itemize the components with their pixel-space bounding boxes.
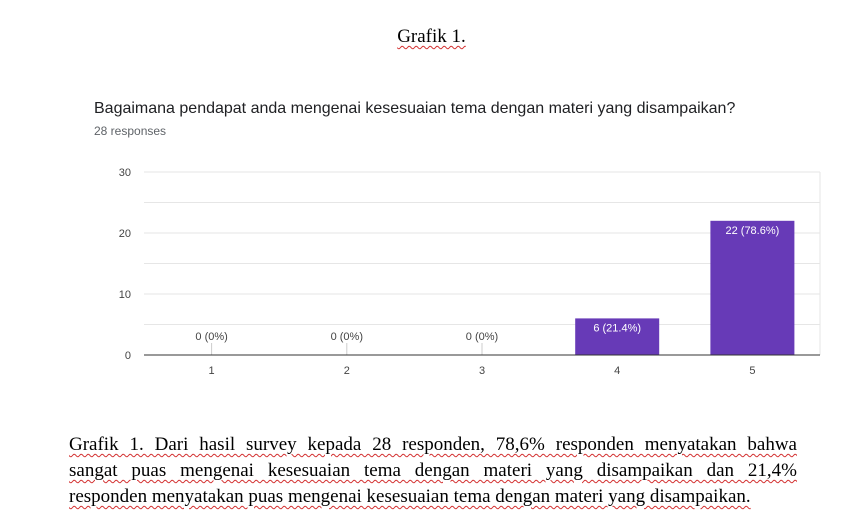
figure-caption bbox=[69, 432, 797, 510]
data-label: 0 (0%) bbox=[465, 331, 499, 343]
y-tick-label: 0 bbox=[124, 350, 131, 362]
caption-line-1: Grafik 1. Dari hasil survey kepada 28 responden, 78,6% responden menyatakan bahwa bbox=[69, 434, 797, 455]
figure-title-text: Grafik 1. bbox=[397, 26, 466, 47]
caption-line-2: sangat puas mengenai kesesuaian tema dengan materi yang disampaikan dan 21,4% bbox=[69, 460, 797, 481]
x-tick-label: 4 bbox=[614, 365, 621, 377]
data-label: 0 (0%) bbox=[330, 331, 364, 343]
figure-title bbox=[0, 26, 863, 48]
bar-chart bbox=[0, 155, 863, 385]
data-label: 0 (0%) bbox=[195, 331, 228, 343]
form-question: Bagaimana pendapat anda mengenai kesesuaian tema dengan materi yang disampaikan? bbox=[94, 100, 736, 117]
y-tick-label: 30 bbox=[118, 167, 131, 179]
response-count: 28 responses bbox=[94, 124, 167, 138]
x-tick-label: 2 bbox=[343, 365, 350, 377]
caption-line-3: responden menyatakan puas mengenai kesesuaian tema dengan materi yang disampaikan. bbox=[69, 486, 751, 507]
y-tick-label: 20 bbox=[118, 228, 131, 240]
y-tick-label: 10 bbox=[118, 289, 131, 301]
data-label: 6 (21.4%) bbox=[593, 322, 642, 335]
bar bbox=[710, 221, 794, 355]
x-tick-label: 1 bbox=[208, 365, 215, 377]
data-label: 22 (78.6%) bbox=[725, 224, 780, 237]
x-tick-label: 5 bbox=[749, 365, 756, 377]
x-tick-label: 3 bbox=[478, 365, 486, 377]
